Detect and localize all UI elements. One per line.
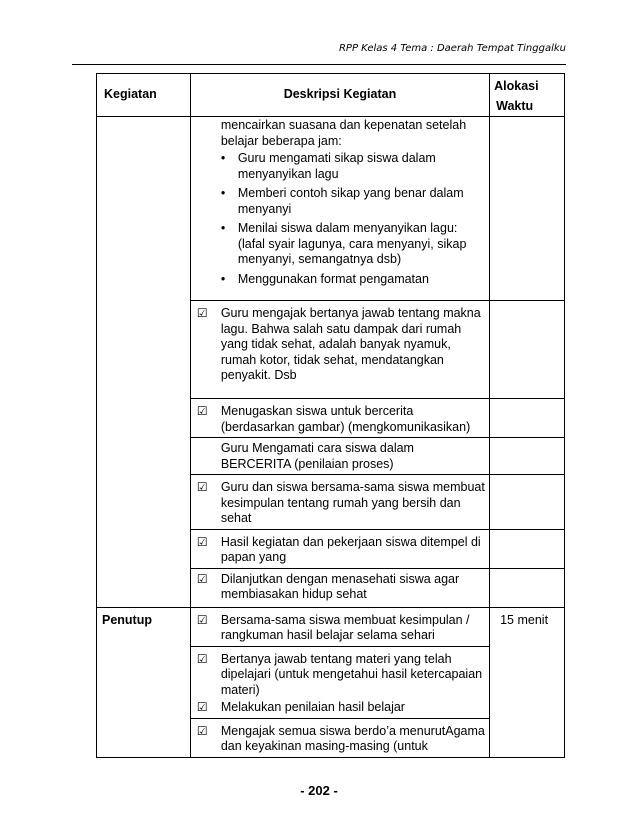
penutup-label: Penutup [97, 607, 191, 757]
waktu-cell-empty [490, 399, 565, 438]
check-item-text: Guru dan siswa bersama-sama siswa membuat kesimpulan tentang rumah yang bersih dan sehat [220, 480, 485, 525]
waktu-cell-empty [490, 438, 565, 475]
header-rule [72, 64, 566, 65]
checkbox-checked-icon: ☑ [196, 723, 208, 738]
list-item: • Guru mengamati sikap siswa dalam menyanyikan lagu [220, 151, 436, 181]
deskripsi-cell [190, 607, 489, 646]
intro-text: mencairkan suasana dan kepenatan setelah belajar beberapa jam: [220, 118, 467, 148]
running-header: RPP Kelas 4 Tema : Daerah Tempat Tinggalku [338, 43, 566, 54]
deskripsi-cell [190, 568, 489, 607]
header-alokasi-line1: Alokasi [494, 79, 539, 93]
check-item-text: Menugaskan siswa untuk bercerita (berdasarkan gambar) (mengkomunikasikan) [220, 404, 471, 434]
waktu-cell-empty [490, 568, 565, 607]
checkbox-checked-icon: ☑ [196, 651, 208, 666]
header-alokasi-line2: Waktu [496, 99, 534, 113]
deskripsi-cell [190, 117, 489, 301]
header-deskripsi: Deskripsi Kegiatan [190, 74, 489, 117]
list-item: • Menggunakan format pengamatan [220, 271, 429, 286]
deskripsi-cell [190, 646, 489, 718]
waktu-cell-empty [490, 301, 565, 399]
bullet-icon: • [220, 151, 226, 165]
checkbox-checked-icon: ☑ [196, 534, 208, 549]
table-row [97, 607, 565, 646]
bullet-icon: • [220, 186, 226, 200]
deskripsi-cell [190, 399, 489, 438]
header-alokasi [490, 74, 565, 117]
checkbox-checked-icon: ☑ [196, 612, 208, 627]
checkbox-checked-icon: ☑ [196, 404, 208, 418]
plain-text: Guru Mengamati cara siswa dalam BERCERITA (penilaian proses) [220, 441, 414, 471]
deskripsi-cell [190, 301, 489, 399]
check-item-text: Bersama-sama siswa membuat kesimpulan / rangkuman hasil belajar selama sehari [220, 612, 470, 642]
bullet-list [221, 151, 485, 287]
table-row [97, 117, 565, 301]
check-item-text: Bertanya jawab tentang materi yang telah dipelajari (untuk mengetahui hasil ketercapaian materi) [220, 651, 483, 697]
waktu-cell-empty [490, 475, 565, 530]
activity-table [96, 73, 565, 758]
checkbox-checked-icon: ☑ [196, 306, 208, 320]
check-item-text: Hasil kegiatan dan pekerjaan siswa ditempel di papan yang [220, 534, 481, 564]
deskripsi-cell [190, 438, 489, 475]
deskripsi-cell [190, 529, 489, 568]
waktu-cell-empty [490, 117, 565, 301]
table-header-row [97, 74, 565, 117]
bullet-icon: • [220, 271, 226, 286]
bullet-icon: • [220, 221, 226, 235]
page-number: - 202 - [300, 783, 338, 798]
penutup-waktu: 15 menit [490, 607, 565, 757]
list-item: • Memberi contoh sikap yang benar dalam menyanyi [220, 186, 464, 216]
deskripsi-cell [190, 475, 489, 530]
kegiatan-cell-empty [97, 117, 191, 608]
checkbox-checked-icon: ☑ [196, 480, 208, 494]
checkbox-checked-icon: ☑ [196, 700, 208, 714]
waktu-cell-empty [490, 529, 565, 568]
check-item-text: Guru mengajak bertanya jawab tentang makna lagu. Bahwa salah satu dampak dari rumah yang tidak sehat, adalah banyak nyamuk, rumah kotor, tidak sehat, mendatangkan penyakit. Dsb [220, 306, 481, 382]
check-item-text: Melakukan penilaian hasil belajar [220, 700, 405, 714]
list-item: • Menilai siswa dalam menyanyikan lagu: (lafal syair lagunya, cara menyanyi, sikap menyanyi, semangatnya dsb) [220, 221, 467, 266]
checkbox-checked-icon: ☑ [196, 571, 208, 586]
check-item-text: Dilanjutkan dengan menasehati siswa agar membiasakan hidup sehat [220, 571, 460, 601]
check-item-text: Mengajak semua siswa berdo’a menurutAgama dan keyakinan masing-masing (untuk [220, 723, 485, 753]
header-kegiatan: Kegiatan [97, 74, 191, 117]
deskripsi-cell [190, 718, 489, 757]
